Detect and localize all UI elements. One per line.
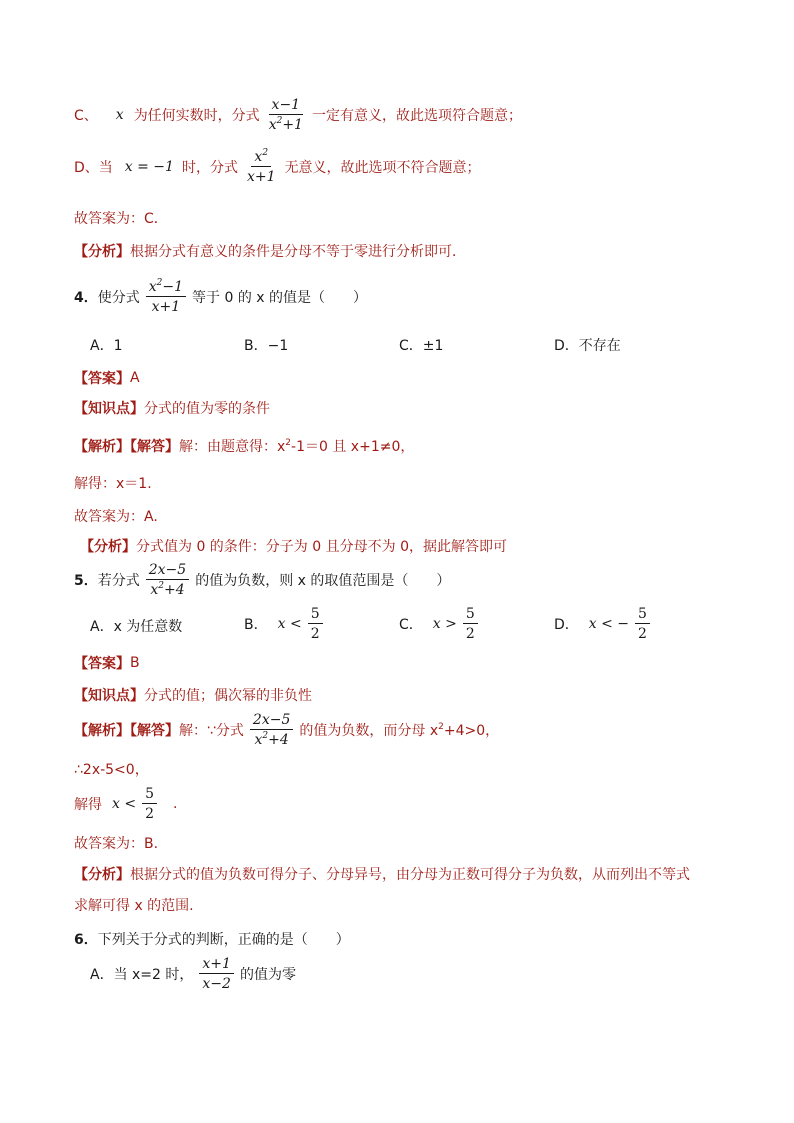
fraction-5-2: $\frac{5}{2}$: [308, 606, 323, 642]
fraction-c-numerator: x−1: [269, 97, 304, 115]
q5-therefore: ∴2x-5<0，: [74, 762, 149, 778]
variable-x: x: [115, 107, 124, 124]
q5-option-d: D． x < − $\frac{5}{2}$: [554, 606, 656, 642]
option-d-text-1: 时，分式: [181, 160, 238, 177]
option-c-text-2: 一定有意义，故此选项符合题意；: [311, 108, 522, 125]
option-c-explanation: [74, 97, 522, 133]
solution-tag: 【解析】【解答】: [74, 723, 179, 740]
answer-value: A: [130, 370, 140, 386]
q5-knowledge: [74, 685, 312, 705]
q5-option-a: A．x 为任意数: [90, 619, 183, 635]
analysis-tag: 【分析】: [80, 539, 136, 555]
knowledge-tag: 【知识点】: [74, 401, 144, 417]
question-4: [74, 279, 367, 315]
q5-answer: [74, 653, 140, 673]
option-d-explanation: [74, 149, 481, 185]
fraction-5-2: $\frac{5}{2}$: [142, 786, 157, 822]
fraction-d-denominator: x+1: [246, 169, 276, 186]
fraction-d-numerator: $x^2$: [251, 149, 271, 167]
q5-option-c: C． x > $\frac{5}{2}$: [399, 606, 484, 642]
question-6-text: 下列关于分式的判断，正确的是（ ）: [97, 932, 350, 948]
option-c-prefix: C、: [74, 108, 98, 125]
q4-option-a: A．1: [90, 338, 123, 354]
q4-solution: [74, 436, 414, 456]
fraction-c: [266, 97, 306, 133]
analysis-text: 分式值为 0 的条件：分子为 0 且分母不为 0，据此解答即可: [136, 539, 507, 555]
fraction-d: [244, 149, 279, 185]
q4-knowledge: [74, 398, 270, 418]
condition-expression: x = −1: [124, 159, 174, 176]
question-number: 6．: [74, 932, 98, 948]
option-d-text-2: 无意义，故此选项不符合题意；: [284, 160, 481, 177]
fraction-q5-denominator: $x^2+4$: [150, 581, 185, 599]
option-d-prefix: D、当: [74, 160, 113, 177]
fraction-q6a: $\frac{x+1}{x-2}$: [199, 956, 234, 992]
fraction-q4: [146, 279, 186, 315]
solution-tag: 【解析】【解答】: [74, 439, 179, 455]
q4-option-b: B．−1: [244, 338, 289, 354]
fraction-q5-numerator: 2x−5: [146, 562, 189, 580]
q4-option-c: C．±1: [399, 338, 444, 354]
analysis-text: 根据分式的值为负数可得分子、分母异号，由分母为正数可得分子为负数，从而列出不等式: [130, 867, 690, 883]
fraction-c-denominator: $x^2+1$: [268, 116, 303, 134]
question-4-text-1: 使分式: [97, 290, 140, 307]
q6-option-a: A．当 x=2 时， $\frac{x+1}{x-2}$ 的值为零: [90, 956, 296, 993]
option-c-text-1: 为任何实数时，分式: [133, 108, 260, 125]
question-5-text-1: 若分式: [97, 573, 140, 590]
fraction-q5: [146, 562, 189, 598]
q5-final-answer: 故答案为：B.: [74, 836, 159, 852]
q5-option-b: B． x < $\frac{5}{2}$: [244, 606, 329, 642]
q4-final-answer: 故答案为：A.: [74, 509, 158, 525]
knowledge-tag: 【知识点】: [74, 688, 144, 704]
answer-tag: 【答案】: [74, 656, 130, 672]
knowledge-text: 分式的值为零的条件: [144, 401, 270, 417]
analysis-q3: [74, 241, 466, 261]
question-number: 5．: [74, 573, 98, 590]
knowledge-text: 分式的值；偶次幂的非负性: [144, 688, 312, 704]
fraction-q4-numerator: $x^2-1$: [146, 279, 186, 297]
q4-analysis: [80, 536, 507, 556]
fraction-5-2: $\frac{5}{2}$: [635, 606, 650, 642]
q5-solution: [74, 712, 499, 748]
question-5-text-2: 的值为负数，则 x 的取值范围是（ ）: [195, 573, 451, 590]
fraction-5-2: $\frac{5}{2}$: [463, 606, 478, 642]
analysis-tag: 【分析】: [74, 244, 130, 260]
solution-text-2: 的值为负数，而分母 $x^2+4>0$，: [299, 722, 500, 740]
solution-text-1: 解：∵分式: [179, 723, 244, 740]
solution-text: 解：由题意得：$x^2-1=0$ 且 x+1≠0，: [179, 438, 415, 455]
answer-q3: 故答案为：C．: [74, 211, 168, 227]
analysis-text: 根据分式有意义的条件是分母不等于零进行分析即可．: [130, 244, 466, 260]
q4-option-d: D．不存在: [554, 338, 621, 354]
q5-solve: 解得 x < $\frac{5}{2}$ .: [74, 786, 178, 823]
q4-solve: 解得：x＝1.: [74, 476, 152, 492]
answer-tag: 【答案】: [74, 371, 130, 387]
q4-answer: [74, 368, 140, 388]
question-4-text-2: 等于 0 的 x 的值是（ ）: [192, 290, 368, 307]
question-number: 4．: [74, 290, 98, 307]
fraction-q4-denominator: x+1: [151, 299, 181, 316]
question-6: [74, 929, 350, 949]
analysis-tag: 【分析】: [74, 867, 130, 883]
question-5: [74, 562, 450, 598]
q5-analysis-line-1: [74, 864, 690, 884]
answer-value: B: [130, 655, 140, 671]
q5-analysis-line-2: 求解可得 x 的范围.: [74, 898, 194, 914]
fraction-q5-solution: $\frac{2x-5}{x^2+4}$: [250, 712, 293, 748]
